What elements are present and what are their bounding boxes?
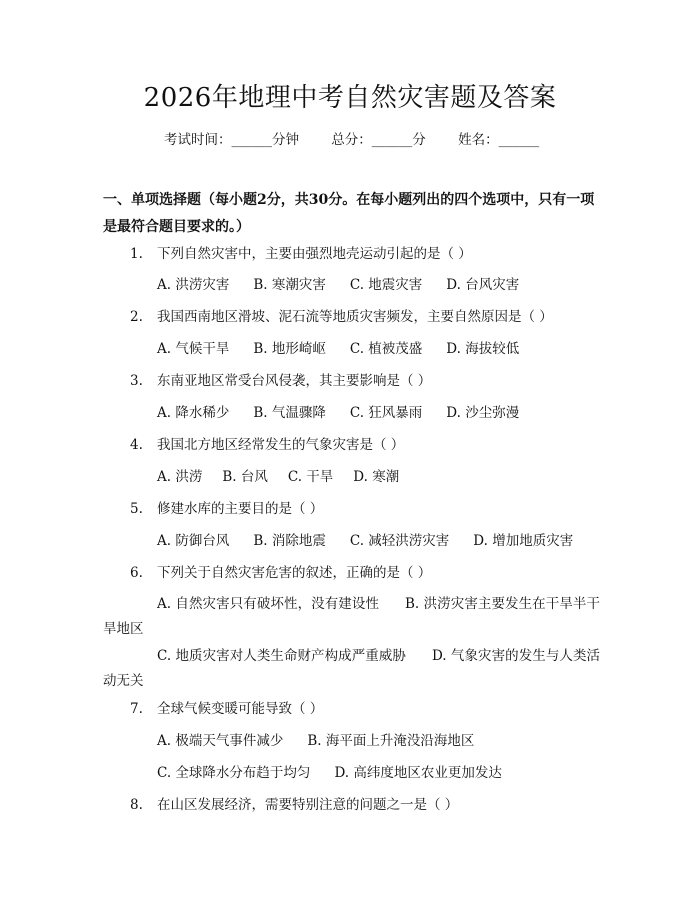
option-a: A. 洪涝灾害 — [157, 277, 230, 293]
question-7-options-cd — [157, 763, 502, 783]
option-b: B. 寒潮灾害 — [253, 277, 326, 293]
option-b: B. 海平面上升淹没沿海地区 — [307, 733, 475, 749]
option-b: B. 气温骤降 — [253, 405, 326, 421]
option-c: C. 地质灾害对人类生命财产构成严重威胁 — [157, 648, 406, 664]
question-stem: 下列关于自然灾害危害的叙述，正确的是（ ） — [157, 565, 432, 581]
question-stem: 下列自然灾害中，主要由强烈地壳运动引起的是（ ） — [157, 246, 472, 262]
option-a: A. 极端天气事件减少 — [157, 733, 284, 749]
question-stem: 我国西南地区滑坡、泥石流等地质灾害频发，主要自然原因是（ ） — [157, 309, 553, 325]
question-number: 4. — [130, 437, 143, 453]
question-7-options-ab — [157, 731, 474, 751]
option-b: B. 消除地震 — [253, 533, 326, 549]
question-number: 2. — [130, 309, 143, 325]
question-number: 8. — [130, 797, 143, 813]
question-number: 3. — [130, 373, 143, 389]
question-number: 6. — [130, 565, 143, 581]
question-stem: 修建水库的主要目的是（ ） — [157, 501, 324, 517]
student-name-field: 姓名：______ — [458, 132, 540, 148]
option-a: A. 降水稀少 — [157, 405, 230, 421]
option-d: D. 气象灾害的发生与人类活动无关 — [103, 648, 600, 689]
question-stem: 全球气候变暖可能导致（ ） — [157, 701, 324, 717]
question-4 — [130, 435, 404, 455]
option-b: B. 洪涝灾害主要发生在干旱半干旱地区 — [103, 596, 600, 637]
question-3-options — [157, 403, 519, 423]
option-d: D. 增加地质灾害 — [473, 533, 574, 549]
option-d: D. 高纬度地区农业更加发达 — [334, 765, 502, 781]
question-number: 1. — [130, 246, 143, 262]
question-number: 5. — [130, 501, 143, 517]
option-a: A. 洪涝 — [157, 469, 203, 485]
question-1 — [130, 244, 472, 264]
option-d: D. 沙尘弥漫 — [446, 405, 520, 421]
question-7 — [130, 699, 323, 719]
question-5-options — [157, 531, 573, 551]
option-d: D. 寒潮 — [353, 469, 400, 485]
option-c: C. 干旱 — [287, 469, 334, 485]
section-heading: 一、单项选择题（每小题2分，共30分。在每小题列出的四个选项中，只有一项是最符合题目要求的。） — [103, 192, 595, 235]
option-d: D. 台风灾害 — [446, 277, 520, 293]
option-a: A. 防御台风 — [157, 533, 230, 549]
exam-info-line — [164, 130, 539, 150]
question-stem: 我国北方地区经常发生的气象灾害是（ ） — [157, 437, 405, 453]
exam-time-field: 考试时间：______分钟 — [164, 132, 299, 148]
option-b: B. 台风 — [222, 469, 268, 485]
question-5 — [130, 499, 323, 519]
question-1-options — [157, 275, 519, 295]
question-6-options-cd — [103, 644, 600, 694]
question-2 — [130, 307, 553, 327]
question-8 — [130, 795, 458, 815]
question-4-options — [157, 467, 399, 487]
option-c: C. 减轻洪涝灾害 — [349, 533, 450, 549]
option-d: D. 海拔较低 — [446, 341, 520, 357]
option-a: A. 自然灾害只有破坏性，没有建设性 — [157, 596, 380, 612]
question-2-options — [157, 339, 519, 359]
question-3 — [130, 371, 431, 391]
option-c: C. 植被茂盛 — [349, 341, 423, 357]
option-c: C. 全球降水分布趋于均匀 — [157, 765, 311, 781]
option-a: A. 气候干旱 — [157, 341, 230, 357]
question-6 — [130, 563, 431, 583]
option-c: C. 狂风暴雨 — [349, 405, 423, 421]
question-stem: 东南亚地区常受台风侵袭，其主要影响是（ ） — [157, 373, 432, 389]
question-number: 7. — [130, 701, 143, 717]
question-6-options-ab — [103, 592, 600, 642]
page-title: 2026年地理中考自然灾害题及答案 — [143, 83, 557, 113]
option-b: B. 地形崎岖 — [253, 341, 326, 357]
question-stem: 在山区发展经济，需要特别注意的问题之一是（ ） — [157, 797, 459, 813]
option-c: C. 地震灾害 — [349, 277, 423, 293]
total-score-field: 总分：______分 — [331, 132, 426, 148]
